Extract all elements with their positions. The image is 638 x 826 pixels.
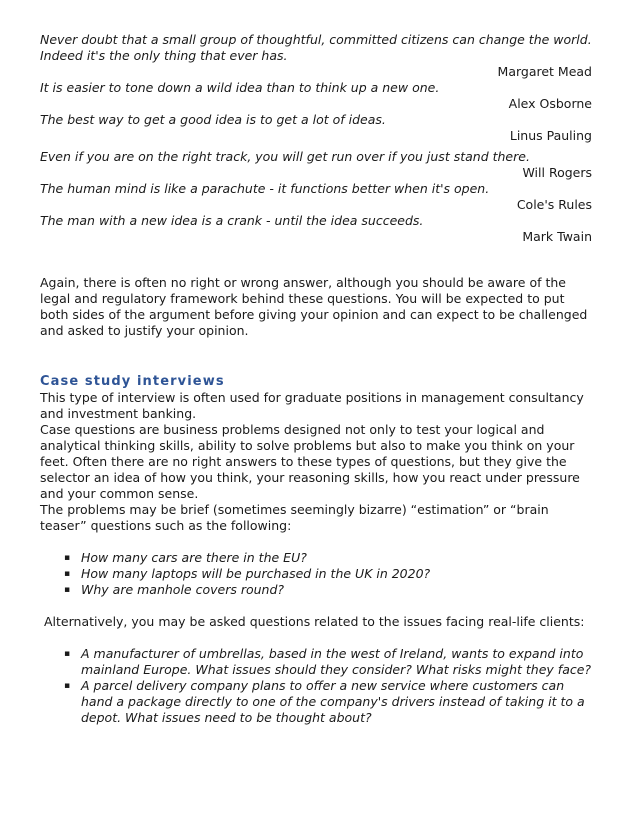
- quote-text: Never doubt that a small group of thoughtful, committed citizens can change the world. Indeed it's the only thing that ever has.: [40, 32, 592, 63]
- case-study-paragraph: The problems may be brief (sometimes seemingly bizarre) “estimation” or “brain teaser” questions such as the following:: [40, 502, 549, 533]
- quote-author: Linus Pauling: [509, 128, 592, 143]
- quote-author: Will Rogers: [522, 165, 592, 180]
- list-item-text: A parcel delivery company plans to offer a new service where customers can hand a package directly to one of the company's drivers instead of taking it to a depot. What issues need to be thought about?: [81, 678, 585, 725]
- estimation-question-list: [40, 550, 592, 598]
- document-page: [40, 32, 592, 726]
- quote-author: Cole's Rules: [516, 197, 592, 212]
- list-item-text: How many laptops will be purchased in the UK in 2020?: [81, 566, 431, 581]
- bullet-icon: ▪: [64, 649, 71, 659]
- quote-text: Even if you are on the right track, you will get run over if you just stand there.: [40, 149, 530, 164]
- client-question-list: [40, 646, 592, 726]
- section-heading: Case study interviews: [40, 374, 225, 389]
- list-item-text: Why are manhole covers round?: [81, 582, 285, 597]
- bullet-icon: ▪: [64, 585, 71, 595]
- quote-author: Margaret Mead: [497, 64, 592, 79]
- case-study-paragraph: This type of interview is often used for graduate positions in management consultancy and investment banking.: [40, 390, 584, 421]
- list-item: [64, 678, 592, 726]
- quote-text: The best way to get a good idea is to get a lot of ideas.: [40, 112, 386, 127]
- quote-text: The human mind is like a parachute - it functions better when it's open.: [40, 181, 490, 196]
- bullet-icon: ▪: [64, 569, 71, 579]
- list-item-text: How many cars are there in the EU?: [81, 550, 307, 565]
- quote-author: Mark Twain: [522, 229, 592, 244]
- list-item: [64, 566, 592, 582]
- intro-paragraph: Again, there is often no right or wrong answer, although you should be aware of the legal and regulatory framework behind these questions. You will be expected to put both sides of the argument before giving your opinion and can expect to be challenged and asked to justify your opinion.: [40, 275, 588, 338]
- list-item: [64, 550, 592, 566]
- list-item: [64, 582, 592, 598]
- quote-text: The man with a new idea is a crank - until the idea succeeds.: [40, 213, 424, 228]
- case-study-paragraph: Alternatively, you may be asked questions related to the issues facing real-life clients:: [40, 614, 585, 629]
- bullet-icon: ▪: [64, 681, 71, 691]
- list-item: [64, 646, 592, 678]
- case-study-paragraph: Case questions are business problems designed not only to test your logical and analytical thinking skills, ability to solve problems but also to make you think on your feet. Often there are no right answers to these types of questions, but they give the selector an idea of how you think, your reasoning skills, how you react under pressure and your common sense.: [40, 422, 580, 501]
- quote-author: Alex Osborne: [508, 96, 592, 111]
- bullet-icon: ▪: [64, 553, 71, 563]
- list-item-text: A manufacturer of umbrellas, based in the west of Ireland, wants to expand into mainland Europe. What issues should they consider? What risks might they face?: [81, 646, 592, 677]
- quote-text: It is easier to tone down a wild idea than to think up a new one.: [40, 80, 440, 95]
